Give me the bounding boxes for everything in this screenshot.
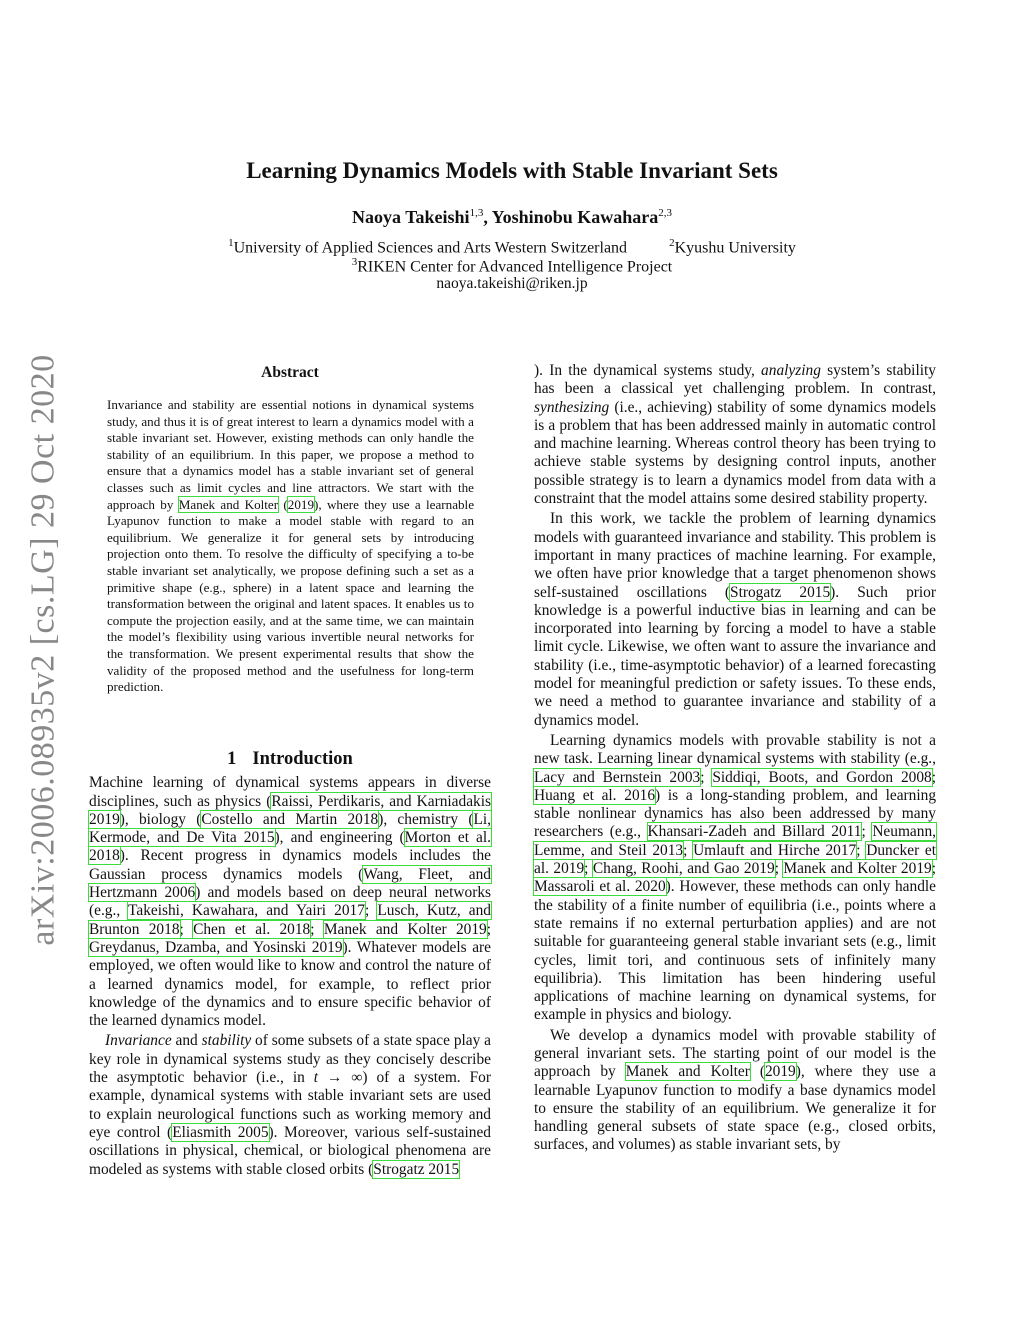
citation-link[interactable]: Wang, Fleet, and Hertzmann 2006 [89,865,492,902]
aff1-marker: 1 [228,237,234,249]
aff3-marker: 3 [351,256,358,268]
arxiv-sidebar [14,355,74,945]
citation-link[interactable]: Duncker et al. 2019 [534,841,936,878]
body-text: and [171,1032,202,1050]
author-2: Yoshinobu Kawahara [491,207,659,227]
abstract-heading: Abstract [261,364,319,381]
body-text: ; [683,841,694,859]
body-text: ) of a system. For example, dynamical systems with stable invariant sets are used to explain neurological functions such as working memory and eye control ( [89,1069,491,1141]
citation-link[interactable]: Manek and Kolter [178,496,279,512]
body-text: stability [201,1032,252,1050]
body-text: ), chemistry ( [378,810,474,828]
arxiv-identifier: arXiv:2006.08935v2 [cs.LG] 29 Oct 2020 [25,354,62,946]
body-text: ). Moreover, various self-sustained oscillations in physical, chemical, or biological phenomena are modeled as systems with stable closed orbits ( [89,1123,491,1178]
citation-link[interactable]: Chen et al. 2018 [193,920,311,938]
abstract-text: ( [278,496,288,512]
citation-link[interactable]: Manek and Kolter 2019 [783,860,932,878]
right-column [534,362,936,1155]
intro-paragraph-2 [89,1032,491,1178]
body-text: In this work, we tackle the problem of learning dynamics models with guaranteed invariance and stability. This problem is important in many practices of machine learning. For example, we often have prior knowledge that a target phenomenon shows self-sustained oscillations ( [534,510,936,601]
citation-link[interactable]: 2019 [764,1063,796,1081]
citation-link[interactable]: Takeishi, Kawahara, and Yairi 2017 [128,902,365,920]
citation-link[interactable]: Li, Kermode, and De Vita 2015 [89,810,491,847]
abstract-text: ), where they use a learnable Lyapunov function to make a model stable with regard to an equilibrium. We generalize it for general sets by introducing projection onto them. To resolve the difficulty of specifying a to-be stable invariant set analytically, we propose defining such a set as a primitive shape (e.g., sphere) in a latent space and learning the transformation between the original and latent spaces. It enables us to compute the projection easily, and at the same time, we can maintain the model’s flexibility using various invertible neural networks for the transformation. We present experimental results that show the validity of the proposed method and the usefulness for long-term prediction. [107,496,475,695]
citation-link[interactable]: Eliasmith 2005 [172,1123,269,1141]
affiliation-1: University of Applied Sciences and Arts Western Switzerland [233,239,628,257]
body-text: ; [179,920,194,938]
body-text: (i.e., achieving) stability of some dynamics models is a problem that has been addressed mainly in automatic control and machine learning. Whereas control theory has been trying to achieve stable systems by designing control inputs, another possible strategy is to learn a dynamics model from data with a constraint that the model attains some desired stability property. [534,398,936,508]
intro-paragraph-2-continued [534,362,936,508]
author-line: Naoya Takeishi$^{1,3}$, Yoshinobu Kawahara$^{2,3}$ [352,207,672,227]
body-text: We develop a dynamics model with provable stability of general invariant sets. The starting point of our model is the approach by [534,1026,936,1081]
author-email: naoya.takeishi@riken.jp [436,275,588,292]
body-text: ), where they use a learnable Lyapunov function to modify a base dynamics model to ensure the stability of an equilibrium. We generalize it for handling general subsets of state space (e.g., closed orbits, surfaces, and volumes) as stable invariant sets, by [534,1063,936,1154]
intro-paragraph-4 [534,732,936,1025]
body-text: analyzing [761,362,821,379]
body-text: ; [584,860,593,878]
intro-paragraph-3 [534,510,936,730]
body-text: Learning dynamics models with provable stability is not a new task. Learning linear dynamical systems with stability (e.g., [534,731,936,768]
body-text: ), and engineering ( [274,829,405,847]
body-text: system’s stability has been a classical yet challenging problem. In contrast, [534,362,936,398]
citation-link[interactable]: 2019 [287,496,314,512]
author-1-affiliation: 1,3 [469,207,484,219]
intro-paragraph-5 [534,1027,936,1155]
paper-title: Learning Dynamics Models with Stable Invariant Sets [246,158,778,183]
citation-link[interactable]: Umlauft and Hirche 2017 [693,841,857,859]
math-expression: t → ∞ [313,1069,363,1087]
body-text: ; [861,823,873,841]
body-text: ; [486,920,492,938]
body-text: ; [856,841,867,859]
body-text: ( [749,1063,765,1081]
citation-link[interactable]: Massaroli et al. 2020 [534,878,666,896]
citation-link[interactable]: Raissi, Perdikaris, and Karniadakis 2019 [89,792,491,828]
affiliation-3: RIKEN Center for Advanced Intelligence Project [357,258,673,276]
section-title: Introduction [252,749,353,769]
affiliation-line-2 [0,256,1024,276]
body-text: ) and models based on deep neural networks (e.g., [89,884,492,920]
body-text: ), biology ( [119,810,202,828]
affiliation-2: Kyushu University [674,239,796,257]
citation-link[interactable]: Morton et al. 2018 [89,829,491,865]
citation-link[interactable]: Lusch, Kutz, and Brunton 2018 [89,902,491,938]
body-text: ; [931,768,937,786]
body-text: ; [364,902,378,920]
body-text: synthesizing [534,398,610,416]
body-text: ). Recent progress in dynamics models includes the Gaussian process dynamics models ( [89,847,491,883]
section-heading-introduction [89,750,491,768]
citation-link[interactable]: Neumann, Lemme, and Steil 2013 [534,823,936,859]
body-text: ). Whatever models are employed, we often would like to know and control the nature of a learned dynamics model, for example, to reflect prior knowledge of the dynamics and to ensure specific behavior of the learned dynamics model. [89,938,492,1030]
citation-link[interactable]: Huang et al. 2016 [534,786,656,804]
abstract-body [107,397,474,696]
body-text: ; [310,920,324,938]
intro-paragraph-1 [89,774,491,1030]
citation-link[interactable]: Khansari-Zadeh and Billard 2011 [647,823,862,841]
author-1: Naoya Takeishi [352,207,470,227]
citation-link[interactable]: Manek and Kolter [625,1063,750,1081]
body-text: ). However, these methods can only handle the stability of a finite number of equilibria (i.e., points where a state remains if no external perturbation applies) and are not suitable for guaranteeing general stable invariant sets (e.g., limit cycles, limit tori, and continuous sets of infinitely many equilibria). This limitation has been hindering useful applications of machine learning on dynamical systems, for example in physics and biology. [534,878,936,1024]
citation-link[interactable]: Manek and Kolter 2019 [323,920,487,938]
citation-link[interactable]: Siddiqi, Boots, and Gordon 2008 [712,768,932,786]
citation-link[interactable]: Strogatz 2015 [373,1160,460,1178]
citation-link[interactable]: Costello and Martin 2018 [201,810,379,828]
body-text: ; [774,860,784,878]
body-text: ). Such prior knowledge is a powerful inductive bias in learning and can be incorporated into learning by forcing a model to have a stable limit cycle. Likewise, we often want to assure the invariance and stability (i.e., time-asymptotic behavior) of a learned forecasting model for meaningful prediction or safety issues. To these ends, we need a method to guarantee invariance and stability of a dynamics model. [534,583,936,729]
abstract-text: Invariance and stability are essential notions in dynamical systems study, and thus it is of great interest to learn a dynamics model with a stable invariant set. However, existing methods can only handle the stability of an equilibrium. In this paper, we propose a method to ensure that a dynamics model has a stable invariant set of general classes such as limit cycles and line attractors. We start with the approach by [107,397,474,512]
citation-link[interactable]: Strogatz 2015 [730,583,831,601]
citation-link[interactable]: Greydanus, Dzamba, and Yosinski 2019 [89,938,343,956]
body-text: ) is a long-standing problem, and learning stable nonlinear dynamics has also been addressed by many researchers (e.g., [534,786,937,841]
citation-link[interactable]: Chang, Roohi, and Gao 2019 [592,860,775,878]
author-2-affiliation: 2,3 [658,207,672,219]
body-text: Invariance [105,1032,172,1050]
body-text: of some subsets of a state space play a key role in dynamical systems study as they concisely describe the asymptotic behavior (i.e., in [89,1032,492,1087]
body-text: ; [931,860,936,878]
body-text: ). In the dynamical systems study, [534,362,762,379]
section-number: 1 [227,749,237,769]
affiliation-line-1 [0,237,1024,257]
aff2-marker: 2 [669,237,675,249]
citation-link[interactable]: Lacy and Bernstein 2003 [534,768,701,786]
body-text: Machine learning of dynamical systems appears in diverse disciplines, such as physics ( [89,774,491,810]
body-text: ; [700,768,713,786]
left-column [89,750,491,1179]
